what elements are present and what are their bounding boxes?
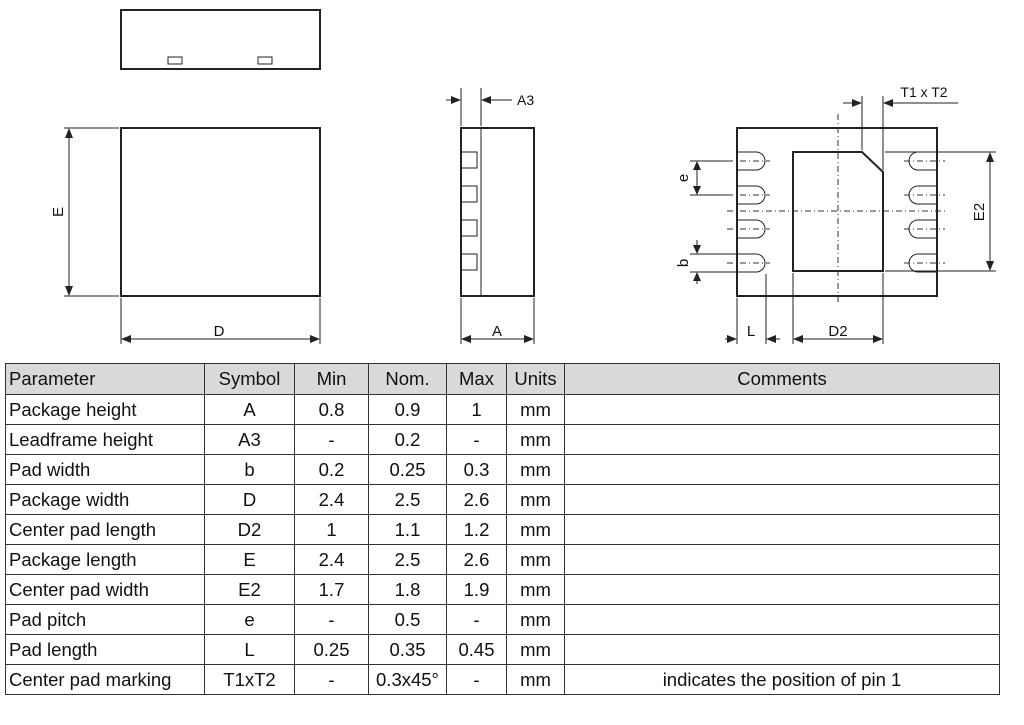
table-row [6,425,1000,455]
header-units: Units [507,364,565,395]
table-row [6,515,1000,545]
cell-units: mm [507,515,565,545]
cell-parameter: Pad width [6,455,205,485]
cell-max: 1 [447,395,507,425]
dim-label-e-pitch: e [675,173,692,183]
dim-label-b: b [675,258,692,268]
cell-max: 0.45 [447,635,507,665]
table-row [6,665,1000,695]
header-max: Max [447,364,507,395]
table-row [6,395,1000,425]
cell-min: 1.7 [295,575,369,605]
cell-nom: 0.35 [369,635,447,665]
cell-comments [565,575,1000,605]
table-row [6,635,1000,665]
bottom-view [675,84,996,344]
header-symbol: Symbol [205,364,295,395]
cell-parameter: Package length [6,545,205,575]
cell-symbol: D [205,485,295,515]
cell-parameter: Pad pitch [6,605,205,635]
cell-comments [565,545,1000,575]
cell-max: 1.9 [447,575,507,605]
dim-label-t1t2: T1 x T2 [900,84,948,100]
cell-units: mm [507,665,565,695]
cell-parameter: Center pad width [6,575,205,605]
cell-min: 1 [295,515,369,545]
cell-units: mm [507,485,565,515]
cell-min: - [295,665,369,695]
cell-nom: 2.5 [369,485,447,515]
dim-label-e: E [50,206,67,218]
cell-max: 2.6 [447,545,507,575]
cell-symbol: E2 [205,575,295,605]
cell-comments [565,515,1000,545]
cell-nom: 0.3x45° [369,665,447,695]
cell-comments [565,455,1000,485]
cell-symbol: D2 [205,515,295,545]
cell-parameter: Package height [6,395,205,425]
table-row [6,455,1000,485]
cell-units: mm [507,635,565,665]
cell-units: mm [507,425,565,455]
top-view [50,128,320,344]
cell-units: mm [507,575,565,605]
cell-max: 1.2 [447,515,507,545]
cell-min: - [295,425,369,455]
table-row [6,605,1000,635]
cell-parameter: Center pad length [6,515,205,545]
end-view [121,10,320,69]
cell-nom: 0.9 [369,395,447,425]
header-min: Min [295,364,369,395]
cell-units: mm [507,455,565,485]
header-parameter: Parameter [6,364,205,395]
cell-nom: 1.1 [369,515,447,545]
cell-symbol: A [205,395,295,425]
cell-comments [565,485,1000,515]
cell-min: 2.4 [295,485,369,515]
table-row [6,545,1000,575]
cell-min: 0.2 [295,455,369,485]
dim-label-d2: D2 [828,323,848,340]
cell-parameter: Pad length [6,635,205,665]
cell-min: 0.8 [295,395,369,425]
cell-comments [565,425,1000,455]
side-view [446,88,534,344]
package-drawings [0,0,1024,360]
cell-comments [565,395,1000,425]
cell-symbol: e [205,605,295,635]
cell-nom: 0.2 [369,425,447,455]
cell-parameter: Leadframe height [6,425,205,455]
cell-parameter: Package width [6,485,205,515]
dim-label-d: D [213,323,225,340]
cell-max: 2.6 [447,485,507,515]
cell-max: - [447,665,507,695]
cell-comments [565,605,1000,635]
cell-parameter: Center pad marking [6,665,205,695]
dim-label-a3: A3 [517,92,535,108]
cell-min: 2.4 [295,545,369,575]
cell-min: 0.25 [295,635,369,665]
dimension-table [5,363,1000,695]
header-comments: Comments [565,364,1000,395]
cell-max: - [447,605,507,635]
cell-symbol: b [205,455,295,485]
cell-nom: 0.5 [369,605,447,635]
dim-label-l: L [746,323,756,340]
cell-symbol: E [205,545,295,575]
table-row [6,575,1000,605]
cell-max: - [447,425,507,455]
table-row [6,485,1000,515]
table-header-row [6,364,1000,395]
cell-comments: indicates the position of pin 1 [565,665,1000,695]
cell-units: mm [507,545,565,575]
cell-symbol: L [205,635,295,665]
dim-label-e2: E2 [971,202,988,222]
cell-symbol: A3 [205,425,295,455]
cell-symbol: T1xT2 [205,665,295,695]
cell-units: mm [507,605,565,635]
dim-label-a: A [491,323,503,340]
cell-comments [565,635,1000,665]
cell-nom: 2.5 [369,545,447,575]
cell-max: 0.3 [447,455,507,485]
header-nom: Nom. [369,364,447,395]
cell-units: mm [507,395,565,425]
cell-nom: 0.25 [369,455,447,485]
cell-min: - [295,605,369,635]
cell-nom: 1.8 [369,575,447,605]
